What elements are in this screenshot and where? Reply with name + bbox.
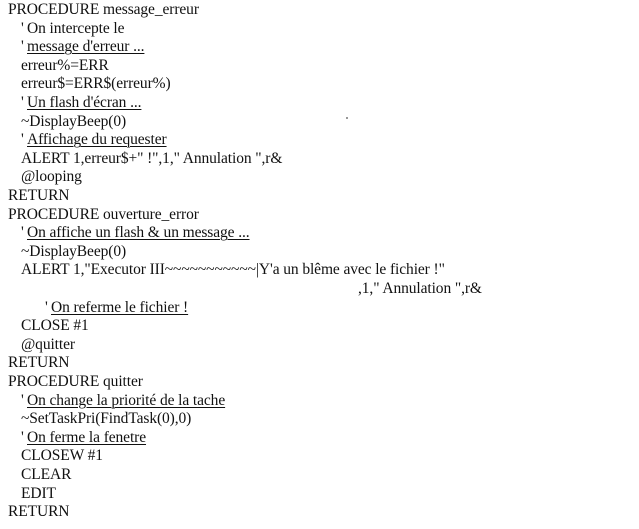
- comment-line: [21, 391, 225, 411]
- code-line: [21, 335, 75, 355]
- line-text: @looping: [21, 168, 82, 186]
- line-text: message d'erreur ...: [27, 38, 145, 56]
- line-text: On change la priorité de la tache: [27, 391, 226, 409]
- comment-mark: ': [21, 428, 24, 446]
- line-text: erreur$=ERR$(erreur%): [21, 75, 171, 93]
- line-text: RETURN: [8, 354, 70, 372]
- code-line: [21, 409, 191, 429]
- line-text: ~DisplayBeep(0): [21, 242, 127, 260]
- code-line: [21, 112, 126, 132]
- comment-mark: ': [21, 391, 24, 409]
- line-text: Un flash d'écran ...: [27, 94, 142, 111]
- code-line: [21, 465, 71, 485]
- code-line: [8, 0, 199, 20]
- code-line: [21, 56, 109, 76]
- line-text: On affiche un flash & un message ...: [27, 224, 250, 242]
- comment-line: [45, 298, 188, 318]
- line-text: CLEAR: [21, 466, 72, 483]
- line-text: RETURN: [8, 503, 70, 521]
- line-text: PROCEDURE ouverture_error: [8, 205, 199, 223]
- code-line: [21, 484, 56, 504]
- code-line: [8, 205, 199, 225]
- scan-speck: [346, 117, 348, 119]
- code-line: [8, 186, 69, 206]
- code-line: [21, 446, 103, 466]
- line-text: ~DisplayBeep(0): [21, 112, 127, 130]
- comment-mark: ': [21, 94, 24, 111]
- code-line: [21, 316, 89, 336]
- line-text: PROCEDURE message_erreur: [8, 1, 199, 18]
- line-text: ~SetTaskPri(FindTask(0),0): [21, 410, 192, 428]
- code-line: [21, 260, 445, 280]
- comment-line: [21, 19, 124, 39]
- line-text: EDIT: [21, 484, 56, 502]
- comment-line: [21, 428, 146, 448]
- line-text: ,1," Annulation ",r&: [358, 280, 482, 297]
- line-text: CLOSE #1: [21, 317, 89, 335]
- code-line: [21, 74, 171, 94]
- comment-mark: ': [21, 38, 24, 56]
- code-line: [8, 502, 69, 522]
- comment-mark: ': [45, 298, 48, 316]
- comment-line: [21, 130, 167, 150]
- line-text: On ferme la fenetre: [27, 428, 147, 446]
- line-text: On intercepte le: [27, 19, 125, 37]
- comment-line: [21, 93, 141, 113]
- comment-mark: ': [21, 19, 24, 37]
- line-text: On referme le fichier !: [51, 298, 189, 316]
- code-line: [358, 279, 482, 299]
- line-text: ALERT 1,erreur$+" !",1," Annulation ",r&: [21, 149, 283, 167]
- code-line: [8, 372, 143, 392]
- code-line: [21, 167, 82, 187]
- line-text: PROCEDURE quitter: [8, 373, 143, 390]
- code-line: [21, 149, 282, 169]
- code-line: [8, 353, 69, 373]
- comment-line: [21, 223, 250, 243]
- comment-line: [21, 37, 144, 57]
- comment-mark: ': [21, 131, 24, 149]
- line-text: ALERT 1,"Executor III~~~~~~~~~~~|Y'a un blême avec le fichier !": [21, 261, 445, 279]
- line-text: CLOSEW #1: [21, 447, 103, 465]
- code-line: [21, 242, 126, 262]
- line-text: RETURN: [8, 187, 70, 204]
- line-text: Affichage du requester: [27, 131, 167, 149]
- line-text: erreur%=ERR: [21, 56, 109, 74]
- comment-mark: ': [21, 224, 24, 242]
- line-text: @quitter: [21, 335, 75, 353]
